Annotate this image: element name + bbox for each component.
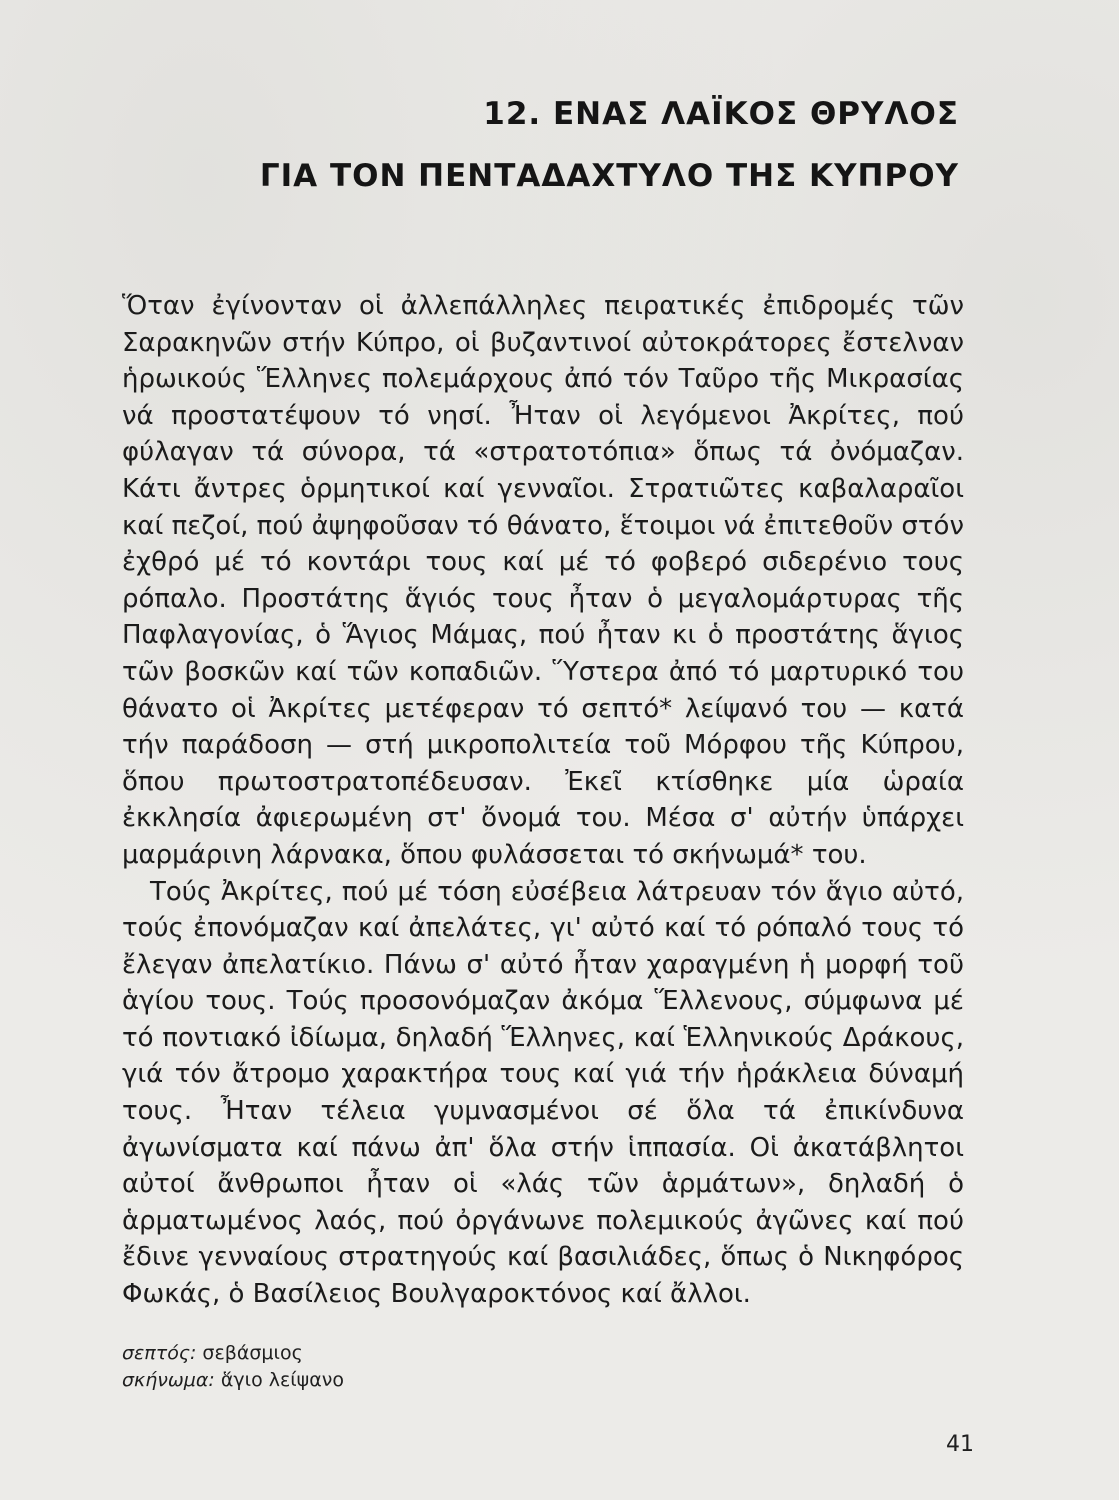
chapter-body <box>122 288 964 1313</box>
paragraph-2: Τούς Ἀκρίτες, πού μέ τόση εὐσέβεια λάτρευαν τόν ἅγιο αὐτό, τούς ἐπονόμαζαν καί ἀπελάτες, γι' αὐτό καί τό ρόπαλό τους τό ἔλεγαν ἀπελατίκιο. Πάνω σ' αὐτό ἦταν χαραγμένη ἡ μορφή τοῦ ἁγίου τους. Τούς προσονόμαζαν ἀκόμα Ἕλλενους, σύμφωνα μέ τό ποντιακό ἰδίωμα, δηλαδή Ἕλληνες, καί Ἑλληνικούς Δράκους, γιά τόν ἄτρομο χαρακτήρα τους καί γιά τήν ἡράκλεια δύναμή τους. Ἦταν τέλεια γυμνασμένοι σέ ὅλα τά ἐπικίνδυνα ἀγωνίσματα καί πάνω ἀπ' ὅλα στήν ἱππασία. Οἱ ἀκατάβλητοι αὐτοί ἄνθρωποι ἦταν οἱ «λάς τῶν ἁρμάτων», δηλαδή ὁ ἁρματωμένος λαός, πού ὀργάνωνε πολεμικούς ἀγῶνες καί πού ἔδινε γενναίους στρατηγούς καί βασιλιάδες, ὅπως ὁ Νικηφόρος Φωκάς, ὁ Βασίλειος Βουλγαροκτόνος καί ἄλλοι. <box>122 876 964 1310</box>
footnote-definition: σεβάσμιος <box>202 1342 303 1364</box>
footnotes <box>122 1340 344 1394</box>
footnote-2 <box>122 1367 344 1394</box>
footnote-term: σεπτός: <box>122 1342 197 1364</box>
footnote-1 <box>122 1340 344 1367</box>
paragraph-1: Ὅταν ἐγίνονταν οἱ ἀλλεπάλληλες πειρατικές ἐπιδρομές τῶν Σαρακηνῶν στήν Κύπρο, οἱ βυζαντινοί αὐτοκράτορες ἔστελναν ἡρωικούς Ἕλληνες πολεμάρχους ἀπό τόν Ταῦρο τῆς Μικρασίας νά προστατέψουν τό νησί. Ἦταν οἱ λεγόμενοι Ἀκρίτες, πού φύλαγαν τά σύνορα, τά «στρατοτόπια» ὅπως τά ὀνόμαζαν. Κάτι ἄντρες ὁρμητικοί καί γενναῖοι. Στρατιῶτες καβαλαραῖοι καί πεζοί, πού ἀψηφοῦσαν τό θάνατο, ἕτοιμοι νά ἐπιτεθοῦν στόν ἐχθρό μέ τό κοντάρι τους καί μέ τό φοβερό σιδερένιο τους ρόπαλο. Προστάτης ἅγιός τους ἦταν ὁ μεγαλομάρτυρας τῆς Παφλαγονίας, ὁ Ἅγιος Μάμας, πού ἦταν κι ὁ προστάτης ἅγιος τῶν βοσκῶν καί τῶν κοπαδιῶν. Ὕστερα ἀπό τό μαρτυρικό του θάνατο οἱ Ἀκρίτες μετέφεραν τό σεπτό* λείψανό του — κατά τήν παράδοση — στή μικροπολιτεία τοῦ Μόρφου τῆς Κύπρου, ὅπου πρωτοστρατοπέδευσαν. Ἐκεῖ κτίσθηκε μία ὡραία ἐκκλησία ἀφιερωμένη στ' ὄνομά του. Μέσα σ' αὐτήν ὑπάρχει μαρμάρινη λάρνακα, ὅπου φυλάσσεται τό σκήνωμά* του. <box>122 291 964 870</box>
footnote-term: σκήνωμα: <box>122 1369 215 1391</box>
footnote-definition: ἅγιο λείψανο <box>220 1369 344 1391</box>
page-number: 41 <box>946 1432 974 1457</box>
chapter-title-line-1: 12. ΕΝΑΣ ΛΑΪΚΟΣ ΘΡΥΛΟΣ <box>483 96 959 132</box>
chapter-title-line-2: ΓΙΑ ΤΟΝ ΠΕΝΤΑΔΑΧΤΥΛΟ ΤΗΣ ΚΥΠΡΟΥ <box>259 158 959 194</box>
